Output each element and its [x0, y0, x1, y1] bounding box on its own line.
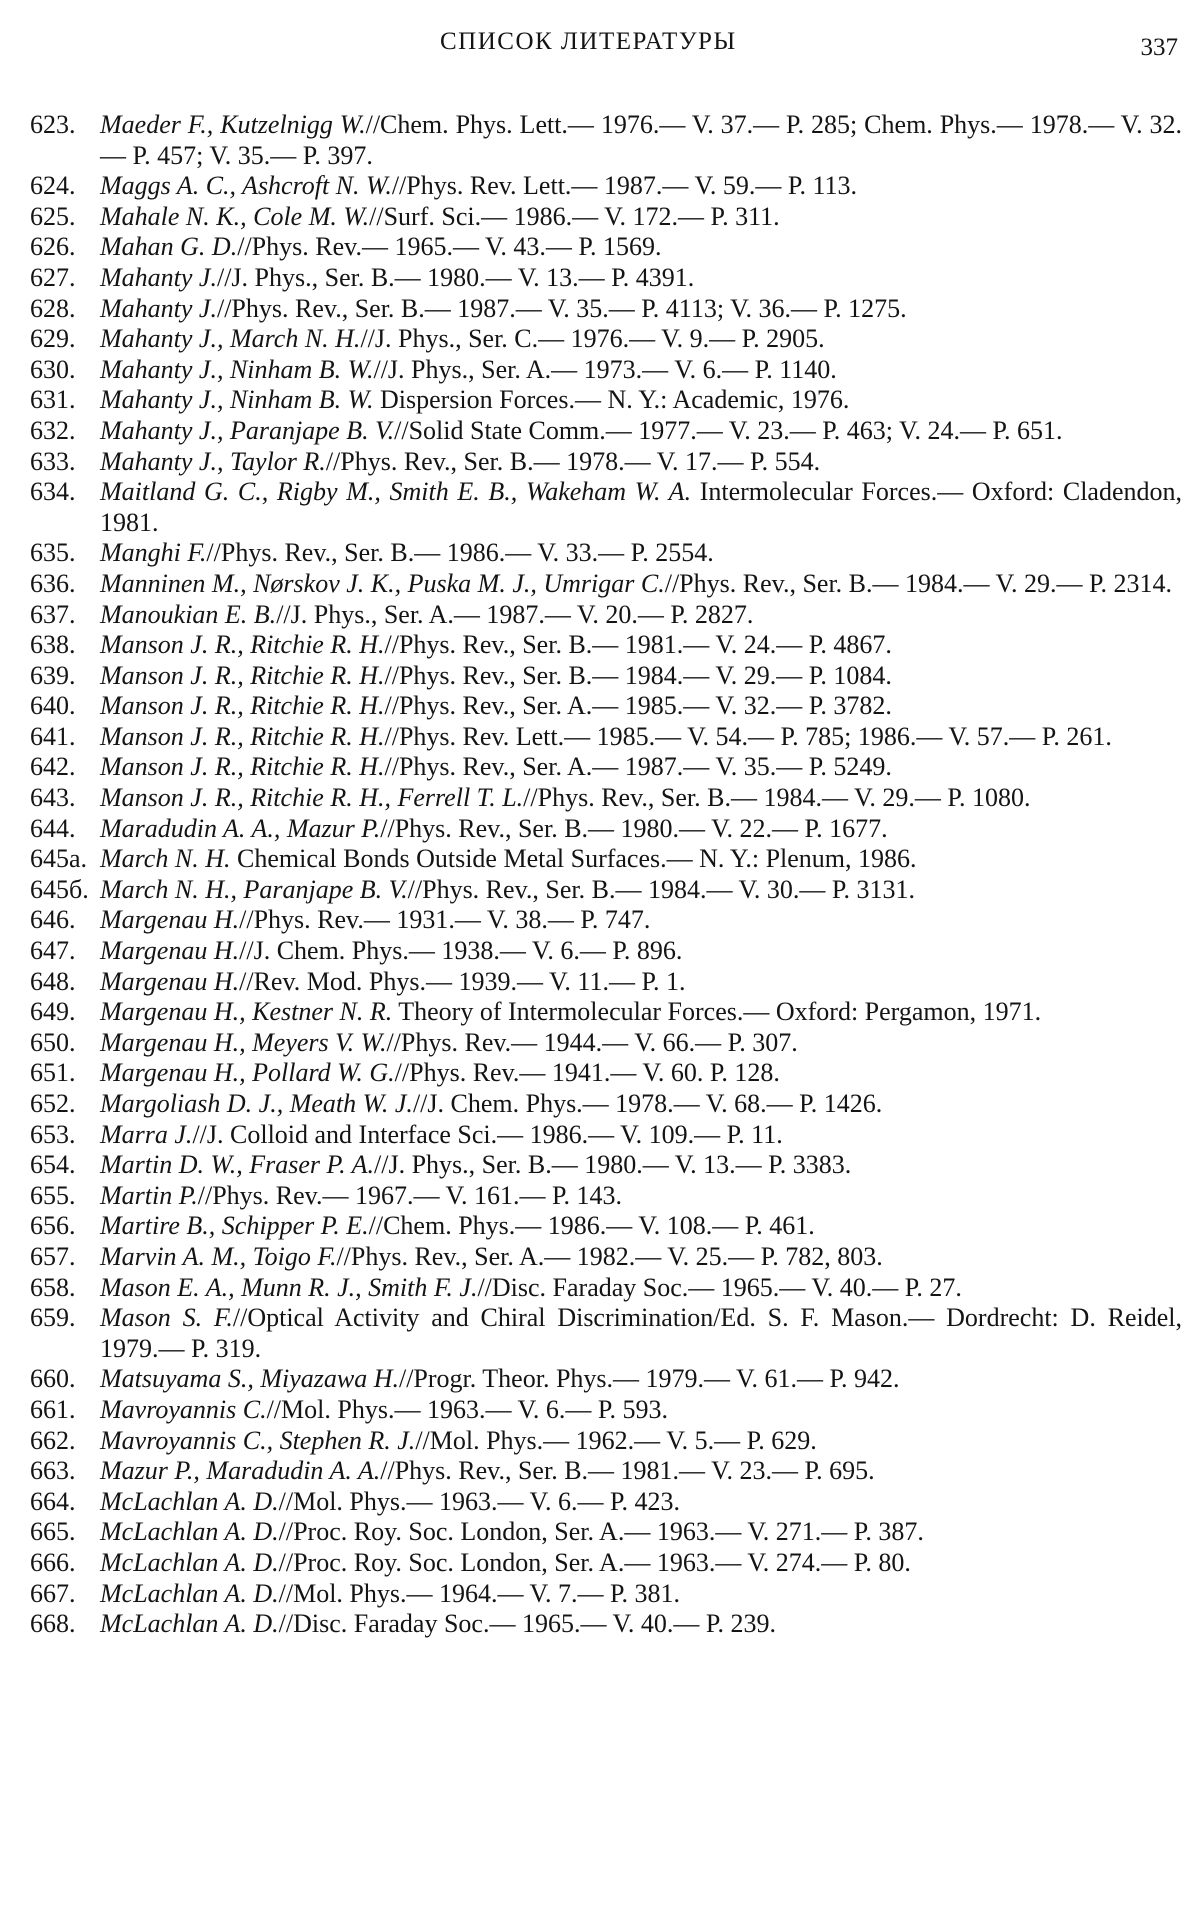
reference-source: //Optical Activity and Chiral Discrimination/Ed. S. F. Mason.— Dordrecht: D. Reidel, 1979.— P. 319. [100, 1303, 1182, 1363]
reference-authors: Manson J. R., Ritchie R. H. [100, 660, 385, 690]
reference-entry [30, 324, 1182, 355]
reference-number: 652. [30, 1089, 76, 1118]
reference-authors: Manninen M., Nørskov J. K., Puska M. J., Umrigar C. [100, 568, 665, 598]
reference-source: //Proc. Roy. Soc. London, Ser. A.— 1963.— V. 271.— P. 387. [278, 1517, 924, 1547]
reference-number: 658. [30, 1272, 76, 1302]
reference-number: 646. [30, 905, 76, 935]
reference-entry [30, 1426, 1182, 1457]
reference-source: //Disc. Faraday Soc.— 1965.— V. 40.— P. 239. [278, 1609, 777, 1639]
reference-entry [30, 1273, 1182, 1304]
reference-source: //Rev. Mod. Phys.— 1939.— V. 11.— P. 1. [239, 966, 686, 996]
reference-entry [30, 875, 1182, 906]
reference-authors: Mason S. F. [100, 1303, 233, 1333]
reference-entry [30, 538, 1182, 569]
reference-source: //Surf. Sci.— 1986.— V. 172.— P. 311. [369, 201, 780, 231]
reference-authors: Mahanty J., March N. H. [100, 324, 361, 354]
reference-number: 629. [30, 324, 76, 354]
reference-number: 666. [30, 1547, 76, 1577]
reference-entry [30, 1548, 1182, 1579]
reference-source: //Phys. Rev.— 1944.— V. 66.— P. 307. [386, 1027, 798, 1057]
reference-entry [30, 477, 1182, 538]
reference-authors: Maradudin A. A., Mazur P. [100, 813, 381, 843]
reference-source: //Disc. Faraday Soc.— 1965.— V. 40.— P. 27. [477, 1272, 962, 1302]
reference-authors: Margoliash D. J., Meath W. J. [100, 1089, 413, 1118]
reference-authors: Manoukian E. B. [100, 599, 277, 629]
reference-entry [30, 1303, 1182, 1364]
reference-source: //Phys. Rev., Ser. A.— 1987.— V. 35.— P. 5249. [384, 752, 892, 782]
reference-entry [30, 1609, 1182, 1640]
reference-number: 645б. [30, 874, 89, 904]
reference-authors: March N. H., Paranjape B. V. [100, 874, 408, 904]
reference-authors: Martin P. [100, 1180, 198, 1210]
reference-entry [30, 1242, 1182, 1273]
reference-number: 634. [30, 477, 76, 507]
running-title: СПИСОК ЛИТЕРАТУРЫ [440, 28, 737, 55]
reference-entry [30, 844, 1182, 875]
reference-entry [30, 385, 1182, 416]
reference-entry [30, 1517, 1182, 1548]
reference-number: 628. [30, 293, 76, 323]
reference-entry [30, 1395, 1182, 1426]
reference-entry [30, 783, 1182, 814]
reference-authors: Manson J. R., Ritchie R. H. [100, 691, 385, 721]
reference-authors: Martin D. W., Fraser P. A. [100, 1150, 374, 1180]
reference-authors: McLachlan A. D. [100, 1486, 279, 1516]
reference-number: 642. [30, 752, 76, 782]
reference-authors: Margenau H. [100, 966, 240, 996]
reference-source: //J. Chem. Phys.— 1938.— V. 6.— P. 896. [239, 936, 683, 966]
reference-source: //Phys. Rev.— 1941.— V. 60. P. 128. [394, 1058, 780, 1088]
reference-authors: Mavroyannis C., Stephen R. J. [100, 1425, 416, 1455]
reference-source: //Phys. Rev., Ser. B.— 1981.— V. 24.— P. 4867. [384, 630, 892, 660]
reference-authors: Margenau H. [100, 936, 240, 966]
reference-number: 647. [30, 936, 76, 966]
reference-authors: Margenau H., Kestner N. R. [100, 997, 393, 1027]
reference-source: //Phys. Rev., Ser. B.— 1984.— V. 29.— P. 2314. [664, 568, 1173, 598]
reference-authors: Margenau H., Meyers V. W. [100, 1027, 387, 1057]
reference-entry [30, 294, 1182, 325]
reference-number: 667. [30, 1578, 76, 1608]
reference-source: //Phys. Rev., Ser. B.— 1987.— V. 35.— P. 4113; V. 36.— P. 1275. [216, 293, 907, 323]
reference-entry [30, 600, 1182, 631]
reference-entry [30, 232, 1182, 263]
reference-authors: Mahan G. D. [100, 232, 238, 262]
reference-source: //Phys. Rev., Ser. B.— 1980.— V. 22.— P. 1677. [380, 813, 888, 843]
reference-entry [30, 1058, 1182, 1089]
reference-source: Intermolecular Forces.— Oxford: Cladendon, 1981. [100, 477, 1182, 537]
reference-number: 668. [30, 1609, 76, 1639]
reference-number: 641. [30, 721, 76, 751]
reference-authors: Maitland G. C., Rigby M., Smith E. B., Wakeham W. A. [100, 477, 692, 507]
reference-entry [30, 1028, 1182, 1059]
reference-authors: Mahanty J. [100, 262, 217, 292]
reference-number: 656. [30, 1211, 76, 1241]
reference-source: //Phys. Rev., Ser. B.— 1984.— V. 29.— P. 1084. [384, 660, 892, 690]
reference-authors: Manson J. R., Ritchie R. H., Ferrell T. L. [100, 783, 524, 813]
reference-authors: Mahale N. K., Cole M. W. [100, 201, 370, 231]
reference-authors: Mavroyannis C. [100, 1394, 267, 1424]
reference-source: //Chem. Phys.— 1986.— V. 108.— P. 461. [368, 1211, 815, 1241]
reference-number: 637. [30, 599, 76, 629]
reference-entry [30, 752, 1182, 783]
reference-entry [30, 905, 1182, 936]
reference-authors: Manghi F. [100, 538, 207, 568]
page-header [0, 28, 1200, 68]
reference-source: //Mol. Phys.— 1964.— V. 7.— P. 381. [278, 1578, 681, 1608]
reference-source: //Phys. Rev., Ser. A.— 1982.— V. 25.— P. 782, 803. [336, 1241, 883, 1271]
reference-entry [30, 1211, 1182, 1242]
reference-number: 662. [30, 1425, 76, 1455]
reference-entry [30, 1456, 1182, 1487]
reference-entry [30, 1089, 1182, 1120]
reference-source: //Chem. Phys. Lett.— 1976.— V. 37.— P. 285; Chem. Phys.— 1978.— V. 32.— P. 457; V. 35.— P. 397. [100, 110, 1182, 170]
reference-number: 623. [30, 110, 76, 139]
reference-entry [30, 936, 1182, 967]
reference-authors: Manson J. R., Ritchie R. H. [100, 721, 385, 751]
reference-number: 645a. [30, 844, 88, 874]
reference-number: 635. [30, 538, 76, 568]
reference-number: 661. [30, 1394, 76, 1424]
reference-authors: McLachlan A. D. [100, 1547, 279, 1577]
reference-source: //Solid State Comm.— 1977.— V. 23.— P. 463; V. 24.— P. 651. [394, 415, 1063, 445]
reference-entry [30, 691, 1182, 722]
reference-authors: Mahanty J., Ninham B. W. [100, 354, 374, 384]
reference-source: //Phys. Rev.— 1965.— V. 43.— P. 1569. [237, 232, 662, 262]
reference-entry [30, 1150, 1182, 1181]
reference-number: 640. [30, 691, 76, 721]
reference-entry [30, 355, 1182, 386]
reference-source: //Phys. Rev., Ser. A.— 1985.— V. 32.— P. 3782. [384, 691, 892, 721]
reference-number: 636. [30, 568, 76, 598]
reference-source: //Phys. Rev. Lett.— 1987.— V. 59.— P. 113. [391, 171, 857, 201]
reference-entry [30, 447, 1182, 478]
reference-source: //Phys. Rev., Ser. B.— 1978.— V. 17.— P. 554. [325, 446, 821, 476]
reference-entry [30, 722, 1182, 753]
reference-entry [30, 997, 1182, 1028]
reference-authors: Maeder F., Kutzelnigg W. [100, 110, 366, 139]
reference-number: 654. [30, 1150, 76, 1180]
reference-entry [30, 416, 1182, 447]
reference-authors: Mahanty J., Ninham B. W. [100, 385, 374, 415]
reference-entry [30, 1579, 1182, 1610]
reference-entry [30, 967, 1182, 998]
reference-authors: Manson J. R., Ritchie R. H. [100, 630, 385, 660]
reference-entry [30, 661, 1182, 692]
reference-source: //Progr. Theor. Phys.— 1979.— V. 61.— P. 942. [398, 1364, 900, 1394]
reference-authors: McLachlan A. D. [100, 1578, 279, 1608]
reference-number: 624. [30, 171, 76, 201]
reference-authors: Mahanty J. [100, 293, 217, 323]
reference-authors: Mazur P., Maradudin A. A. [100, 1456, 381, 1486]
reference-source: //Mol. Phys.— 1962.— V. 5.— P. 629. [415, 1425, 817, 1455]
reference-number: 650. [30, 1027, 76, 1057]
reference-number: 627. [30, 262, 76, 292]
reference-source: //J. Phys., Ser. B.— 1980.— V. 13.— P. 3383. [374, 1150, 852, 1180]
reference-source: //Mol. Phys.— 1963.— V. 6.— P. 423. [278, 1486, 681, 1516]
reference-number: 631. [30, 385, 76, 415]
reference-entry [30, 1181, 1182, 1212]
reference-entry [30, 1487, 1182, 1518]
reference-number: 639. [30, 660, 76, 690]
reference-number: 633. [30, 446, 76, 476]
reference-source: //J. Colloid and Interface Sci.— 1986.— V. 109.— P. 11. [192, 1119, 783, 1149]
reference-source: //Phys. Rev. Lett.— 1985.— V. 54.— P. 785; 1986.— V. 57.— P. 261. [384, 721, 1112, 751]
reference-number: 657. [30, 1241, 76, 1271]
reference-authors: Marra J. [100, 1119, 193, 1149]
reference-entry [30, 1364, 1182, 1395]
reference-entry [30, 202, 1182, 233]
reference-entry [30, 630, 1182, 661]
reference-authors: McLachlan A. D. [100, 1609, 279, 1639]
reference-source: //Phys. Rev., Ser. B.— 1986.— V. 33.— P. 2554. [206, 538, 714, 568]
reference-source: //J. Phys., Ser. B.— 1980.— V. 13.— P. 4391. [216, 262, 695, 292]
reference-number: 625. [30, 201, 76, 231]
reference-number: 655. [30, 1180, 76, 1210]
reference-source: //Phys. Rev.— 1967.— V. 161.— P. 143. [197, 1180, 623, 1210]
reference-number: 664. [30, 1486, 76, 1516]
reference-number: 643. [30, 783, 76, 813]
reference-authors: Maggs A. C., Ashcroft N. W. [100, 171, 392, 201]
reference-source: //Phys. Rev.— 1931.— V. 38.— P. 747. [239, 905, 651, 935]
reference-authors: Mason E. A., Munn R. J., Smith F. J. [100, 1272, 478, 1302]
reference-authors: McLachlan A. D. [100, 1517, 279, 1547]
reference-source: //J. Phys., Ser. A.— 1973.— V. 6.— P. 1140. [373, 354, 837, 384]
reference-source: //J. Phys., Ser. C.— 1976.— V. 9.— P. 2905. [360, 324, 825, 354]
reference-number: 663. [30, 1456, 76, 1486]
page-number: 337 [1140, 34, 1178, 61]
reference-number: 659. [30, 1303, 76, 1333]
reference-source: //Phys. Rev., Ser. B.— 1984.— V. 30.— P. 3131. [407, 874, 915, 904]
reference-authors: Marvin A. M., Toigo F. [100, 1241, 337, 1271]
reference-entry [30, 263, 1182, 294]
reference-entry [30, 171, 1182, 202]
reference-authors: Mahanty J., Paranjape B. V. [100, 415, 395, 445]
reference-authors: Margenau H., Pollard W. G. [100, 1058, 395, 1088]
reference-source: //Phys. Rev., Ser. B.— 1984.— V. 29.— P. 1080. [523, 783, 1031, 813]
reference-entry [30, 1120, 1182, 1151]
reference-list [30, 110, 1182, 1640]
reference-entry [30, 569, 1182, 600]
reference-authors: March N. H. [100, 844, 231, 874]
reference-entry [30, 110, 1182, 171]
reference-number: 626. [30, 232, 76, 262]
reference-authors: Matsuyama S., Miyazawa H. [100, 1364, 399, 1394]
reference-number: 660. [30, 1364, 76, 1394]
reference-source: //J. Phys., Ser. A.— 1987.— V. 20.— P. 2827. [276, 599, 754, 629]
reference-number: 644. [30, 813, 76, 843]
reference-source: //J. Chem. Phys.— 1978.— V. 68.— P. 1426. [412, 1089, 883, 1118]
reference-number: 648. [30, 966, 76, 996]
reference-source: //Proc. Roy. Soc. London, Ser. A.— 1963.— V. 274.— P. 80. [278, 1547, 911, 1577]
reference-number: 665. [30, 1517, 76, 1547]
reference-source: Theory of Intermolecular Forces.— Oxford: Pergamon, 1971. [392, 997, 1042, 1027]
reference-number: 649. [30, 997, 76, 1027]
reference-source: Chemical Bonds Outside Metal Surfaces.— N. Y.: Plenum, 1986. [230, 844, 917, 874]
reference-authors: Mahanty J., Taylor R. [100, 446, 326, 476]
reference-source: //Phys. Rev., Ser. B.— 1981.— V. 23.— P. 695. [380, 1456, 875, 1486]
reference-number: 638. [30, 630, 76, 660]
reference-number: 632. [30, 415, 76, 445]
reference-source: //Mol. Phys.— 1963.— V. 6.— P. 593. [266, 1394, 668, 1424]
reference-source: Dispersion Forces.— N. Y.: Academic, 1976. [373, 385, 850, 415]
reference-number: 653. [30, 1119, 76, 1149]
reference-authors: Manson J. R., Ritchie R. H. [100, 752, 385, 782]
reference-number: 630. [30, 354, 76, 384]
reference-entry [30, 814, 1182, 845]
reference-authors: Margenau H. [100, 905, 240, 935]
reference-number: 651. [30, 1058, 76, 1088]
reference-authors: Martire B., Schipper P. E. [100, 1211, 369, 1241]
